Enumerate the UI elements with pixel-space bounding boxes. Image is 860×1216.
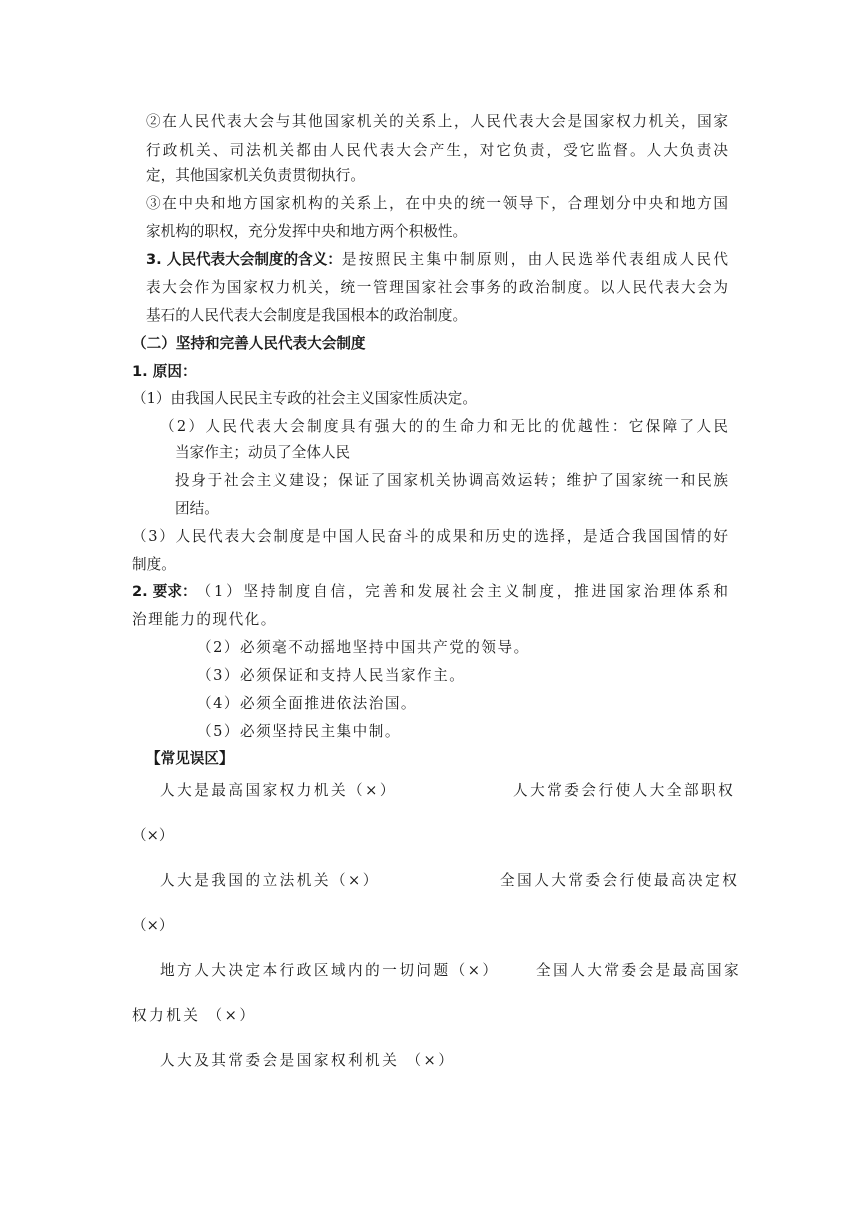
reason-item-line: 团结。 <box>175 500 219 517</box>
misconception-item: 全国人大常委会是最高国家 <box>536 962 742 979</box>
paragraph-line: 表大会作为国家权力机关，统一管理国家社会事务的政治制度。以人民代表大会为 <box>146 279 728 296</box>
paragraph-line: 基石的人民代表大会制度是我国根本的政治制度。 <box>146 307 468 324</box>
definition-line <box>146 250 728 270</box>
requirement-item: （4）必须全面推进依法治国。 <box>197 695 418 712</box>
reason-item-line: 制度。 <box>132 556 176 573</box>
requirement-item-line: 治理能力的现代化。 <box>132 611 277 628</box>
misconception-item-cont: （×） <box>132 917 174 934</box>
requirements-heading: 2. 要求： <box>132 583 197 600</box>
definition-text: 是按照民主集中制原则，由人民选举代表组成人民代 <box>341 251 728 268</box>
requirements-line <box>132 582 728 602</box>
misconception-item-cont: 权力机关 （×） <box>132 1007 257 1024</box>
paragraph-line: 行政机关、司法机关都由人民代表大会产生，对它负责，受它监督。人大负责决 <box>146 142 728 159</box>
paragraph-line: ③在中央和地方国家机构的关系上，在中央的统一领导下，合理划分中央和地方国 <box>146 195 728 212</box>
reason-item: （3）人民代表大会制度是中国人民奋斗的成果和历史的选择，是适合我国国情的好 <box>132 528 728 545</box>
paragraph-line: 家机构的职权，充分发挥中央和地方两个积极性。 <box>146 223 468 240</box>
reason-item-line: 投身于社会主义建设；保证了国家机关协调高效运转；维护了国家统一和民族 <box>175 472 728 489</box>
reason-item: （2）人民代表大会制度具有强大的的生命力和无比的优越性：它保障了人民 <box>160 418 728 435</box>
paragraph-line: ②在人民代表大会与其他国家机关的关系上，人民代表大会是国家权力机关，国家 <box>146 113 728 130</box>
misconception-item: 人大及其常委会是国家权利机关 （×） <box>160 1052 456 1069</box>
misconceptions-heading: 【常见误区】 <box>146 750 234 767</box>
section-heading: （二）坚持和完善人民代表大会制度 <box>132 335 366 352</box>
misconception-item: 地方人大决定本行政区域内的一切问题（×） <box>160 962 500 979</box>
requirement-item: （3）必须保证和支持人民当家作主。 <box>197 667 466 684</box>
definition-title: 3. 人民代表大会制度的含义： <box>146 251 342 268</box>
requirement-item: （5）必须坚持民主集中制。 <box>197 723 401 740</box>
misconception-item: 人大是我国的立法机关（×） <box>160 872 380 889</box>
reason-heading: 1. 原因： <box>132 363 197 380</box>
misconception-item: 全国人大常委会行使最高决定权 <box>500 872 740 889</box>
reason-item-line: 当家作主；动员了全体人民 <box>175 444 351 461</box>
misconception-item: 人大常委会行使人大全部职权 <box>513 782 736 799</box>
requirement-item: （2）必须毫不动摇地坚持中国共产党的领导。 <box>197 639 530 656</box>
misconception-item-cont: （×） <box>132 827 174 844</box>
reason-item: （1）由我国人民民主专政的社会主义国家性质决定。 <box>132 390 477 407</box>
paragraph-line: 定，其他国家机关负责贯彻执行。 <box>146 167 365 184</box>
misconception-item: 人大是最高国家权力机关（×） <box>160 782 397 799</box>
requirement-item: （1）坚持制度自信，完善和发展社会主义制度，推进国家治理体系和 <box>196 583 728 600</box>
